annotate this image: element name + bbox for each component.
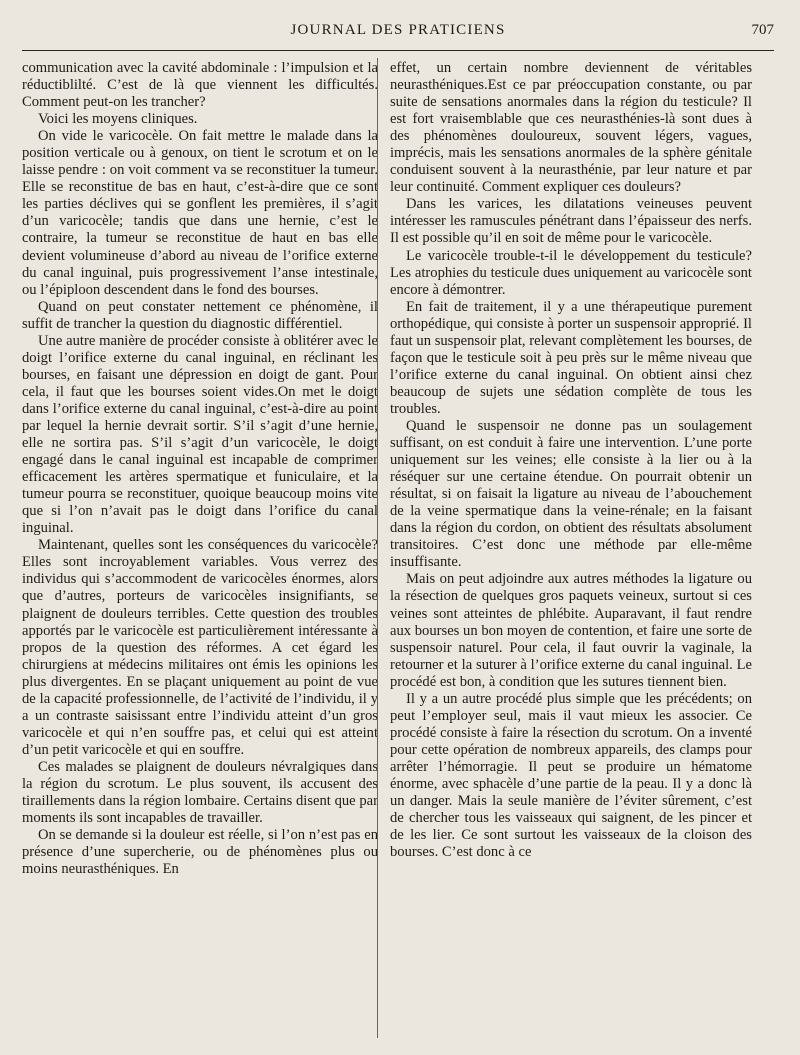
paragraph: Quand le suspensoir ne donne pas un soulagement suffisant, on est conduit à faire une intervention. L’une porte uniquement sur les veines; elle consiste à la lier ou à la réséquer sur une certaine étendue. On pourrait obtenir un résultat, si on faisait la ligature au niveau de l’abouchement de la veine spermatique dans la veine-rénale; en la faisant dans la région du cordon, on obtient des résultats absolument transitoires. C’est donc une méthode par elle-même insuffisante. (390, 417, 752, 571)
paragraph: effet, un certain nombre deviennent de véritables neurasthéniques.Est ce par préoccupation constante, ou par suite de sensations anormales dans la région du testicule? Il est fort vraisemblable que ces neurasthénies-là sont dues à des phénomènes douloureux, souvent légers, vagues, imprécis, mais les sensations anormales de la sphère génitale conduisent souvent à la neurasthénie, par leur nature et par leur continuité. Comment expliquer ces douleurs? (390, 60, 752, 196)
paragraph: On vide le varicocèle. On fait mettre le malade dans la position verticale ou à genoux, on tient le scrotum et on le laisse pendre : on voit comment va se reconstituer la tumeur. Elle se reconstitue de bas en haut, c’est-à-dire que ce sont les parties déclives qui se gonflent les premières, il s’agit d’un varicocèle; tandis que dans une hernie, c’est le contraire, la tumeur se reconstitue de haut en bas elle devient volumineuse d’abord au niveau de l’orifice externe du canal inguinal, puis progressivement l’anse intestinale, ou l’épiploon descendent dans le fond des bourses. (22, 128, 378, 298)
right-column (390, 60, 752, 861)
paragraph: Une autre manière de procéder consiste à oblitérer avec le doigt l’orifice externe du canal inguinal, en réclinant les bourses, en faisant une dépression en doigt de gant. Pour cela, il faut que les bourses soient vides.On met le doigt dans l’orifice externe du canal inguinal, c’est-à-dire au point par lequel la hernie devrait sortir. S’il s’agit d’une hernie, elle ne sortira pas. S’il s’agit d’un varicocèle, le doigt engagé dans le canal inguinal est incapable de comprimer efficacement les artères spermatique et funiculaire, et la tumeur pourra se reconstituer, quoique beaucoup moins vite que si l’on n’avait pas le doigt dans l’orifice du canal inguinal. (22, 332, 378, 537)
paragraph: Ces malades se plaignent de douleurs névralgiques dans la région du scrotum. Le plus souvent, ils accusent des tiraillements dans la région lombaire. Certains disent que par moments ils sont incapables de travailler. (22, 758, 378, 827)
running-header (22, 20, 774, 42)
paragraph: Maintenant, quelles sont les conséquences du varicocèle? Elles sont incroyablement variables. Vous verrez des individus qui s’accommodent de varicocèles énormes, alors que d’autres, porteurs de varicocèles insignifiants, se plaignent de douleurs terribles. Cette question des troubles apportés par le varicocèle est particulièrement intéressante à propos de la question des réformes. A cet égard les chirurgiens at médecins militaires ont émis les opinions les plus divergentes. En se plaçant uniquement au point de vue de la capacité professionnelle, de l’activité de l’individu, il y a un contraste saisissant entre l’individu atteint d’un gros varicocèle et qui n’en souffre pas, et celui qui est atteint d’un petit varicocèle et qui en souffre. (22, 537, 378, 758)
paragraph: Voici les moyens cliniques. (38, 111, 198, 128)
page-number: 707 (751, 22, 774, 38)
paragraph: Dans les varices, les dilatations veineuses peuvent intéresser les ramuscules pénétrant dans l’épaisseur des nerfs. Il est possible qu’il en soit de même pour le varicocèle. (390, 196, 752, 247)
paragraph: En fait de traitement, il y a une thérapeutique purement orthopédique, qui consiste à porter un suspensoir approprié. Il faut un suspensoir plat, relevant complètement les bourses, de façon que le testicule soit à peu près sur le même niveau que l’orifice externe du canal inguinal. On obtient ainsi chez beaucoup de sujets une sédation complète de tous les troubles. (390, 298, 752, 417)
paragraph: Quand on peut constater nettement ce phénomène, il suffit de trancher la question du diagnostic différentiel. (22, 298, 378, 332)
paragraph: communication avec la cavité abdominale : l’impulsion et la réductiblilté. C’est de là que viennent les difficultés. Comment peut-on les trancher? (22, 60, 378, 111)
left-column (22, 60, 378, 878)
header-rule (22, 50, 774, 51)
paragraph: On se demande si la douleur est réelle, si l’on n’est pas en présence d’une supercherie, ou de phénomènes plus ou moins neurasthéniques. En (22, 827, 378, 878)
column-divider (377, 58, 378, 1038)
paragraph: Il y a un autre procédé plus simple que les précédents; on peut l’employer seul, mais il vaut mieux les associer. Ce procédé consiste à faire la résection du scrotum. On a inventé pour cette opération de nombreux appareils, des clamps pour arrêter l’hémorragie. Il peut se produire un hématome énorme, avec sphacèle d’une partie de la peau. Il y a donc là un danger. Mais la seule manière de l’éviter sûrement, c’est de chercher tous les vaisseaux qui saignent, de les pincer et de les lier. Ce sont surtout les vaisseaux de la cloison des bourses. C’est donc à ce (390, 690, 752, 861)
paragraph: Mais on peut adjoindre aux autres méthodes la ligature ou la résection de quelques gros paquets veineux, surtout si ces veines sont atteintes de phlébite. Auparavant, il faut rendre aux bourses un bon moyen de contention, et faire une sorte de suspensoir naturel. Pour cela, il faut ouvrir la vaginale, la retourner et la suturer à l’orifice externe du canal inguinal. Le procédé est bon, à condition que les sutures tiennent bien. (390, 571, 752, 690)
journal-title: JOURNAL DES PRATICIENS (290, 22, 506, 38)
paragraph: Le varicocèle trouble-t-il le développement du testicule? Les atrophies du testicule dues uniquement au varicocèle sont encore à démontrer. (390, 247, 752, 298)
